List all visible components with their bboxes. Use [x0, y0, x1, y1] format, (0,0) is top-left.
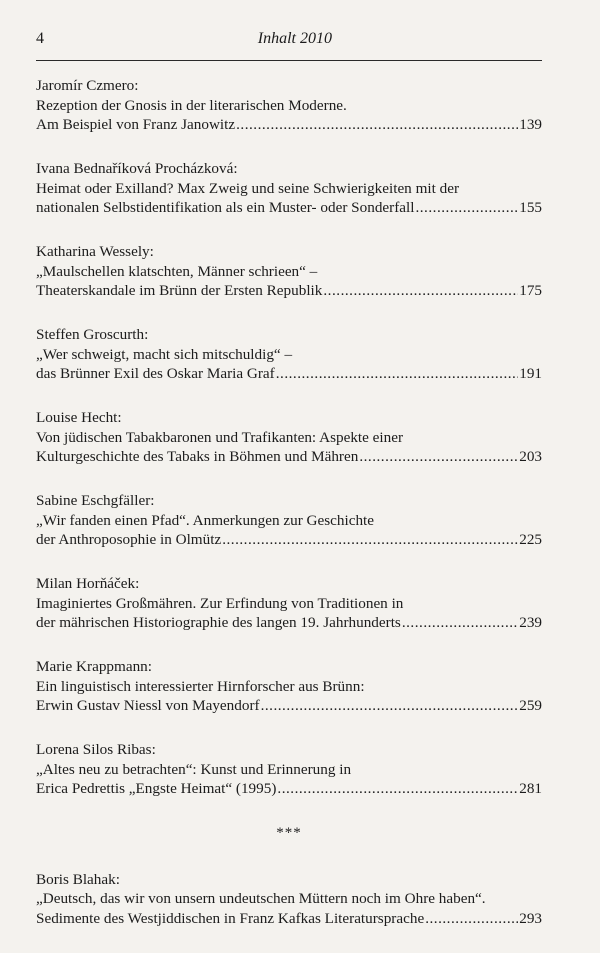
entry-title-line: Von jüdischen Tabakbaronen und Trafikanten: Aspekte einer: [36, 428, 404, 446]
entry-title-line: Sedimente des Westjiddischen in Franz Kafkas Literatursprache: [36, 909, 425, 927]
entry-title-line: Theaterskandale im Brünn der Ersten Republik: [36, 282, 323, 299]
entry-title-line: Ein linguistisch interessierter Hirnforscher aus Brünn:: [36, 677, 365, 695]
entry-author: Lorena Silos Ribas:: [36, 741, 156, 758]
entry-page-number: 281: [519, 780, 542, 797]
entry-leader-line: [36, 779, 542, 799]
toc-entry: [36, 325, 542, 384]
entry-author: Ivana Bednaříková Procházková:: [36, 160, 238, 177]
entry-title-line: „Deutsch, das wir von unsern undeutschen Müttern noch im Ohre haben“.: [36, 890, 486, 907]
entry-title-line: Kulturgeschichte des Tabaks in Böhmen und Mähren: [36, 448, 359, 465]
toc-entry: [36, 408, 542, 467]
dot-leader: [277, 779, 518, 799]
toc-entry: [36, 159, 542, 218]
dot-leader: [425, 909, 518, 929]
entry-title-line: „Altes neu zu betrachten“: Kunst und Erinnerung in: [36, 760, 352, 778]
entry-author: Marie Krappmann:: [36, 658, 152, 675]
entry-page-number: 139: [519, 116, 542, 133]
entry-title-line: „Maulschellen klatschten, Männer schrieen“ –: [36, 262, 318, 280]
dot-leader: [415, 198, 518, 218]
entry-title-line: Erica Pedrettis „Engste Heimat“ (1995): [36, 780, 277, 797]
entry-title-line: der Anthroposophie in Olmütz: [36, 531, 222, 548]
entry-page-number: 239: [519, 614, 542, 631]
toc-entry: [36, 740, 542, 799]
toc-entry: [36, 574, 542, 633]
entry-author: Steffen Groscurth:: [36, 326, 149, 343]
toc-entry: [36, 870, 542, 929]
entry-author: Jaromír Czmero:: [36, 77, 139, 94]
dot-leader: [276, 364, 519, 384]
entry-title-line: das Brünner Exil des Oskar Maria Graf: [36, 365, 275, 382]
dot-leader: [236, 115, 518, 135]
running-head: Inhalt 2010: [257, 30, 332, 47]
dot-leader: [222, 530, 518, 550]
entry-author: Sabine Eschgfäller:: [36, 492, 155, 509]
entry-title-line: der mährischen Historiographie des langen 19. Jahrhunderts: [36, 614, 401, 631]
entry-leader-line: [36, 909, 542, 929]
entry-leader-line: [36, 364, 542, 384]
entry-title-line: Erwin Gustav Niessl von Mayendorf: [36, 697, 260, 714]
entry-title-line: Rezeption der Gnosis in der literarischen Moderne.: [36, 96, 347, 114]
dot-leader: [402, 613, 518, 633]
entry-title-line: nationalen Selbstidentifikation als ein Muster- oder Sonderfall: [36, 199, 415, 216]
page-number: 4: [36, 30, 44, 47]
entry-leader-line: [36, 696, 542, 716]
entry-page-number: 225: [519, 531, 542, 548]
entry-title-line: „Wer schweigt, macht sich mitschuldig“ –: [36, 345, 293, 363]
dot-leader: [261, 696, 519, 716]
toc-entry: [36, 242, 542, 301]
entry-title-line: Am Beispiel von Franz Janowitz: [36, 116, 236, 133]
entry-page-number: 155: [519, 199, 542, 216]
entry-page-number: 293: [519, 909, 542, 927]
entry-leader-line: [36, 115, 542, 135]
toc-entry: [36, 76, 542, 135]
entry-leader-line: [36, 447, 542, 467]
entry-author: Boris Blahak:: [36, 870, 120, 888]
entry-page-number: 191: [519, 365, 542, 382]
toc-entry: [36, 657, 542, 716]
entry-leader-line: [36, 281, 542, 301]
entry-page-number: 203: [519, 448, 542, 465]
entry-leader-line: [36, 198, 542, 218]
dot-leader: [323, 281, 518, 301]
entry-author: Milan Horňáček:: [36, 575, 140, 592]
entry-author: Louise Hecht:: [36, 409, 122, 426]
section-separator: ***: [276, 824, 302, 841]
entry-page-number: 175: [519, 282, 542, 299]
dot-leader: [359, 447, 518, 467]
toc-entry: [36, 491, 542, 550]
entry-leader-line: [36, 613, 542, 633]
entry-title-line: Imaginiertes Großmähren. Zur Erfindung von Traditionen in: [36, 594, 404, 612]
table-of-contents: [36, 76, 542, 953]
entry-leader-line: [36, 530, 542, 550]
entry-title-line: „Wir fanden einen Pfad“. Anmerkungen zur Geschichte: [36, 511, 375, 529]
page-header: [36, 30, 542, 61]
entry-page-number: 259: [519, 697, 542, 714]
entry-author: Katharina Wessely:: [36, 243, 154, 260]
entry-title-line: Heimat oder Exilland? Max Zweig und seine Schwierigkeiten mit der: [36, 179, 460, 197]
